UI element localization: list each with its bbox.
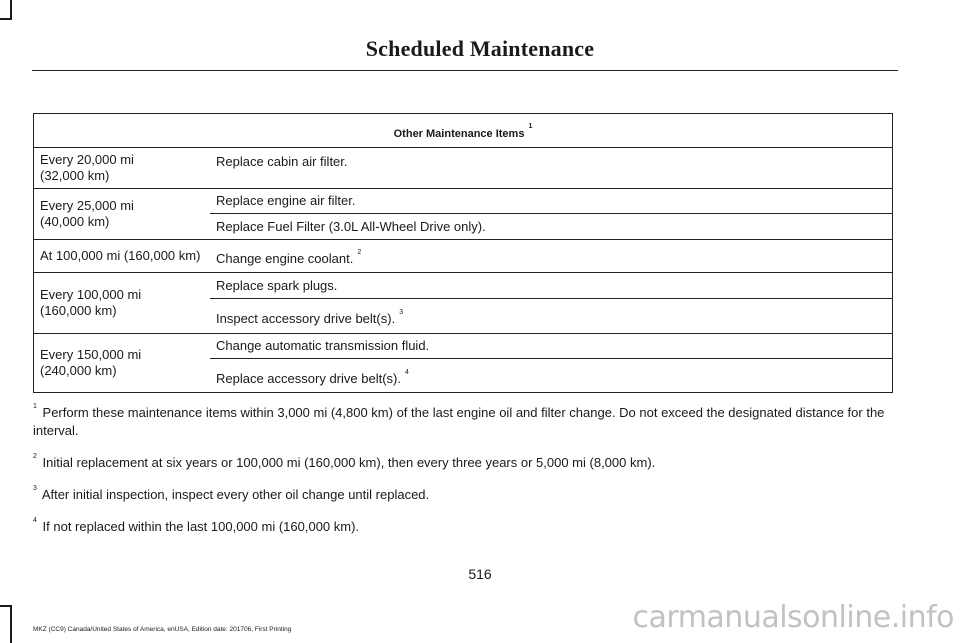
- task-cell: [210, 273, 893, 299]
- task-text: Replace engine air filter.: [216, 193, 356, 208]
- footnote: [33, 512, 897, 536]
- table-row: [34, 148, 893, 189]
- task-cell: [210, 334, 893, 359]
- footnote-text: Perform these maintenance items within 3,000 mi (4,800 km) of the last engine oil and filter change. Do not exceed the designated distance for the interval.: [33, 405, 885, 438]
- crop-mark: [10, 605, 12, 643]
- task-text: Change engine coolant.: [216, 251, 354, 266]
- task-cell: [210, 359, 893, 393]
- task-text: Replace Fuel Filter (3.0L All-Wheel Drive only).: [216, 218, 486, 234]
- task-text: Replace accessory drive belt(s).: [216, 370, 401, 386]
- footnote: [33, 480, 897, 504]
- task-cell: [210, 148, 893, 189]
- footnote: [33, 448, 897, 472]
- footnote-mark: 1: [33, 403, 37, 410]
- interval-cell: At 100,000 mi (160,000 km): [34, 240, 211, 273]
- title-divider: [32, 70, 898, 71]
- task-text: Replace cabin air filter.: [216, 154, 348, 169]
- footnote-mark: 3: [33, 485, 37, 492]
- footnote-ref: 1: [528, 123, 533, 130]
- interval-cell: Every 25,000 mi (40,000 km): [34, 189, 211, 240]
- footnote-text: After initial inspection, inspect every other oil change until replaced.: [41, 487, 430, 502]
- table-heading: [34, 114, 893, 148]
- crop-mark: [10, 0, 12, 18]
- footnote: [33, 398, 897, 440]
- maintenance-table: [33, 113, 893, 393]
- watermark: carmanualsonline.info: [632, 600, 954, 635]
- interval-cell: Every 100,000 mi (160,000 km): [34, 273, 211, 334]
- footnote-ref: 4: [404, 368, 409, 376]
- task-cell: [210, 214, 893, 240]
- table-row: [34, 334, 893, 359]
- crop-mark: [0, 605, 12, 607]
- page-number: 516: [468, 566, 492, 582]
- table-row: [34, 240, 893, 273]
- table-row: [34, 189, 893, 214]
- task-text: Replace spark plugs.: [216, 277, 338, 293]
- footnote-ref: 3: [399, 309, 404, 316]
- footnotes: [33, 398, 897, 544]
- task-cell: [210, 299, 893, 334]
- table-heading-text: Other Maintenance Items: [393, 128, 525, 140]
- task-text: Change automatic transmission fluid.: [216, 338, 430, 353]
- footnote-mark: 4: [33, 517, 37, 524]
- footnote-ref: 2: [357, 249, 362, 256]
- footnote-text: Initial replacement at six years or 100,000 mi (160,000 km), then every three years or 5,000 mi (8,000 km).: [42, 455, 656, 470]
- footnote-mark: 2: [33, 453, 37, 460]
- task-text: Inspect accessory drive belt(s).: [216, 311, 396, 326]
- footnote-text: If not replaced within the last 100,000 mi (160,000 km).: [42, 519, 360, 534]
- interval-cell: Every 20,000 mi (32,000 km): [34, 148, 211, 189]
- table-row: [34, 273, 893, 299]
- crop-mark: [0, 18, 12, 20]
- page-title: Scheduled Maintenance: [365, 36, 595, 61]
- edition-footer: MKZ (CC9) Canada/United States of America, enUSA, Edition date: 201706, First Printing: [33, 626, 292, 633]
- interval-cell: Every 150,000 mi (240,000 km): [34, 334, 211, 393]
- task-cell: [210, 189, 893, 214]
- task-cell: [210, 240, 893, 273]
